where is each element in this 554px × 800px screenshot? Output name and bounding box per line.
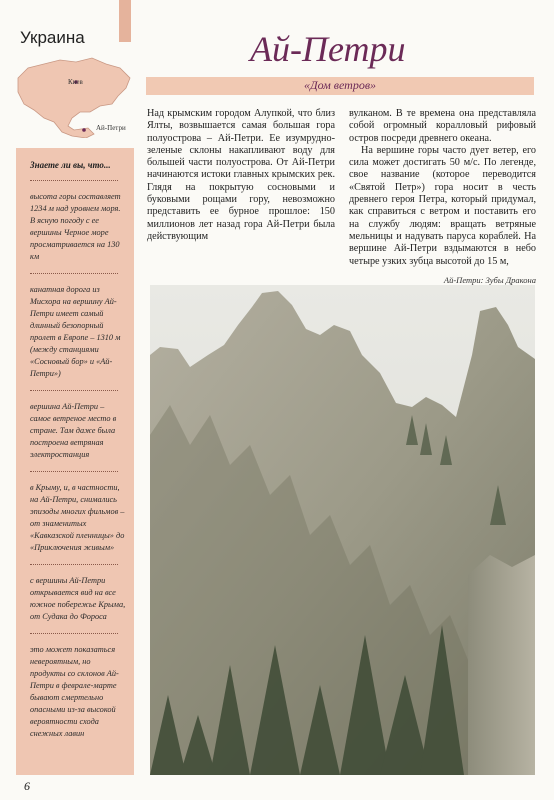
sidebar-heading: Знаете ли вы, что... (30, 160, 111, 170)
fact-item: с вершины Ай-Петри открывается вид на все южное побережье Крыма, от Судака до Фороса (30, 576, 126, 621)
divider (30, 633, 118, 634)
fact-item: в Крыму, и, в частности, на Ай-Петри, снимались эпизоды многих фильмов – от знаменитых «Кавказской пленницы» до «Приключения живым» (30, 483, 125, 552)
divider (30, 471, 118, 472)
fact-item: это может показаться невероятным, но продукты со склонов Ай-Петри в феврале-марте бывают смертельно опасными из-за высокой вероятности схода снежных лавин (30, 645, 119, 738)
article-column-1 (147, 108, 335, 243)
divider (30, 273, 118, 274)
divider (30, 564, 118, 565)
subtitle-bar (146, 77, 534, 95)
mountain-photo (150, 285, 535, 775)
page-title: Ай-Петри (250, 29, 406, 69)
fact-item: канатная дорога из Мисхора на вершину Ай-Петри имеет самый длинный безопорный пролет в Европе – 1310 м (между станциями «Сосновый бор» и «Ай-Петри») (30, 285, 121, 378)
divider (30, 390, 118, 391)
top-accent-bar (119, 0, 131, 42)
article-column-2 (349, 108, 536, 268)
article-paragraph: На вершине горы часто дует ветер, его сила может достигать 50 м/с. По легенде, свое название (которое переводится «Святой Петр») гора носит в честь древнего героя Петра, который придумал, как справиться с ветром и поставить его на службу людям: вращать ветряные мельницы и надувать паруса кораблей. На вершине Ай-Петри вздымаются в небо четыре узких зубца высотой до 15 м, (349, 144, 536, 267)
article-paragraph: Над крымским городом Алупкой, что близ Ялты, возвышается самая большая гора полуострова – Ай-Петри. Ее изумрудно-зеленые склоны накапливают воду для большей части полуострова. От Ай-Петри начинаются истоки главных крымских рек. Глядя на покрытую сосновыми и буковыми рощами гору, невозможно представить ее бурное прошлое: 150 миллионов лет назад гора Ай-Петри была действующим (147, 108, 335, 242)
facts-sidebar (16, 148, 134, 775)
map-label-aipetri: Ай-Петри (96, 124, 126, 132)
aipetri-marker (82, 128, 86, 132)
page-number: 6 (24, 779, 30, 793)
map-label-kyiv: Киев (68, 78, 83, 86)
fact-item: высота горы составляет 1234 м над уровнем моря. В ясную погоду с ее вершины Черное море просматривается на 130 км (30, 192, 121, 261)
page-subtitle: «Дом ветров» (303, 78, 377, 92)
photo-caption: Ай-Петри: Зубы Дракона (443, 275, 536, 285)
fact-item: вершина Ай-Петри – самое ветреное место в стране. Там даже была построена ветряная электростанция (30, 402, 117, 459)
article-paragraph: вулканом. В те времена она представляла собой огромный коралловый рифовый остров посреди древнего океана. (349, 108, 536, 144)
region-label: Украина (20, 28, 85, 47)
divider (30, 180, 118, 181)
